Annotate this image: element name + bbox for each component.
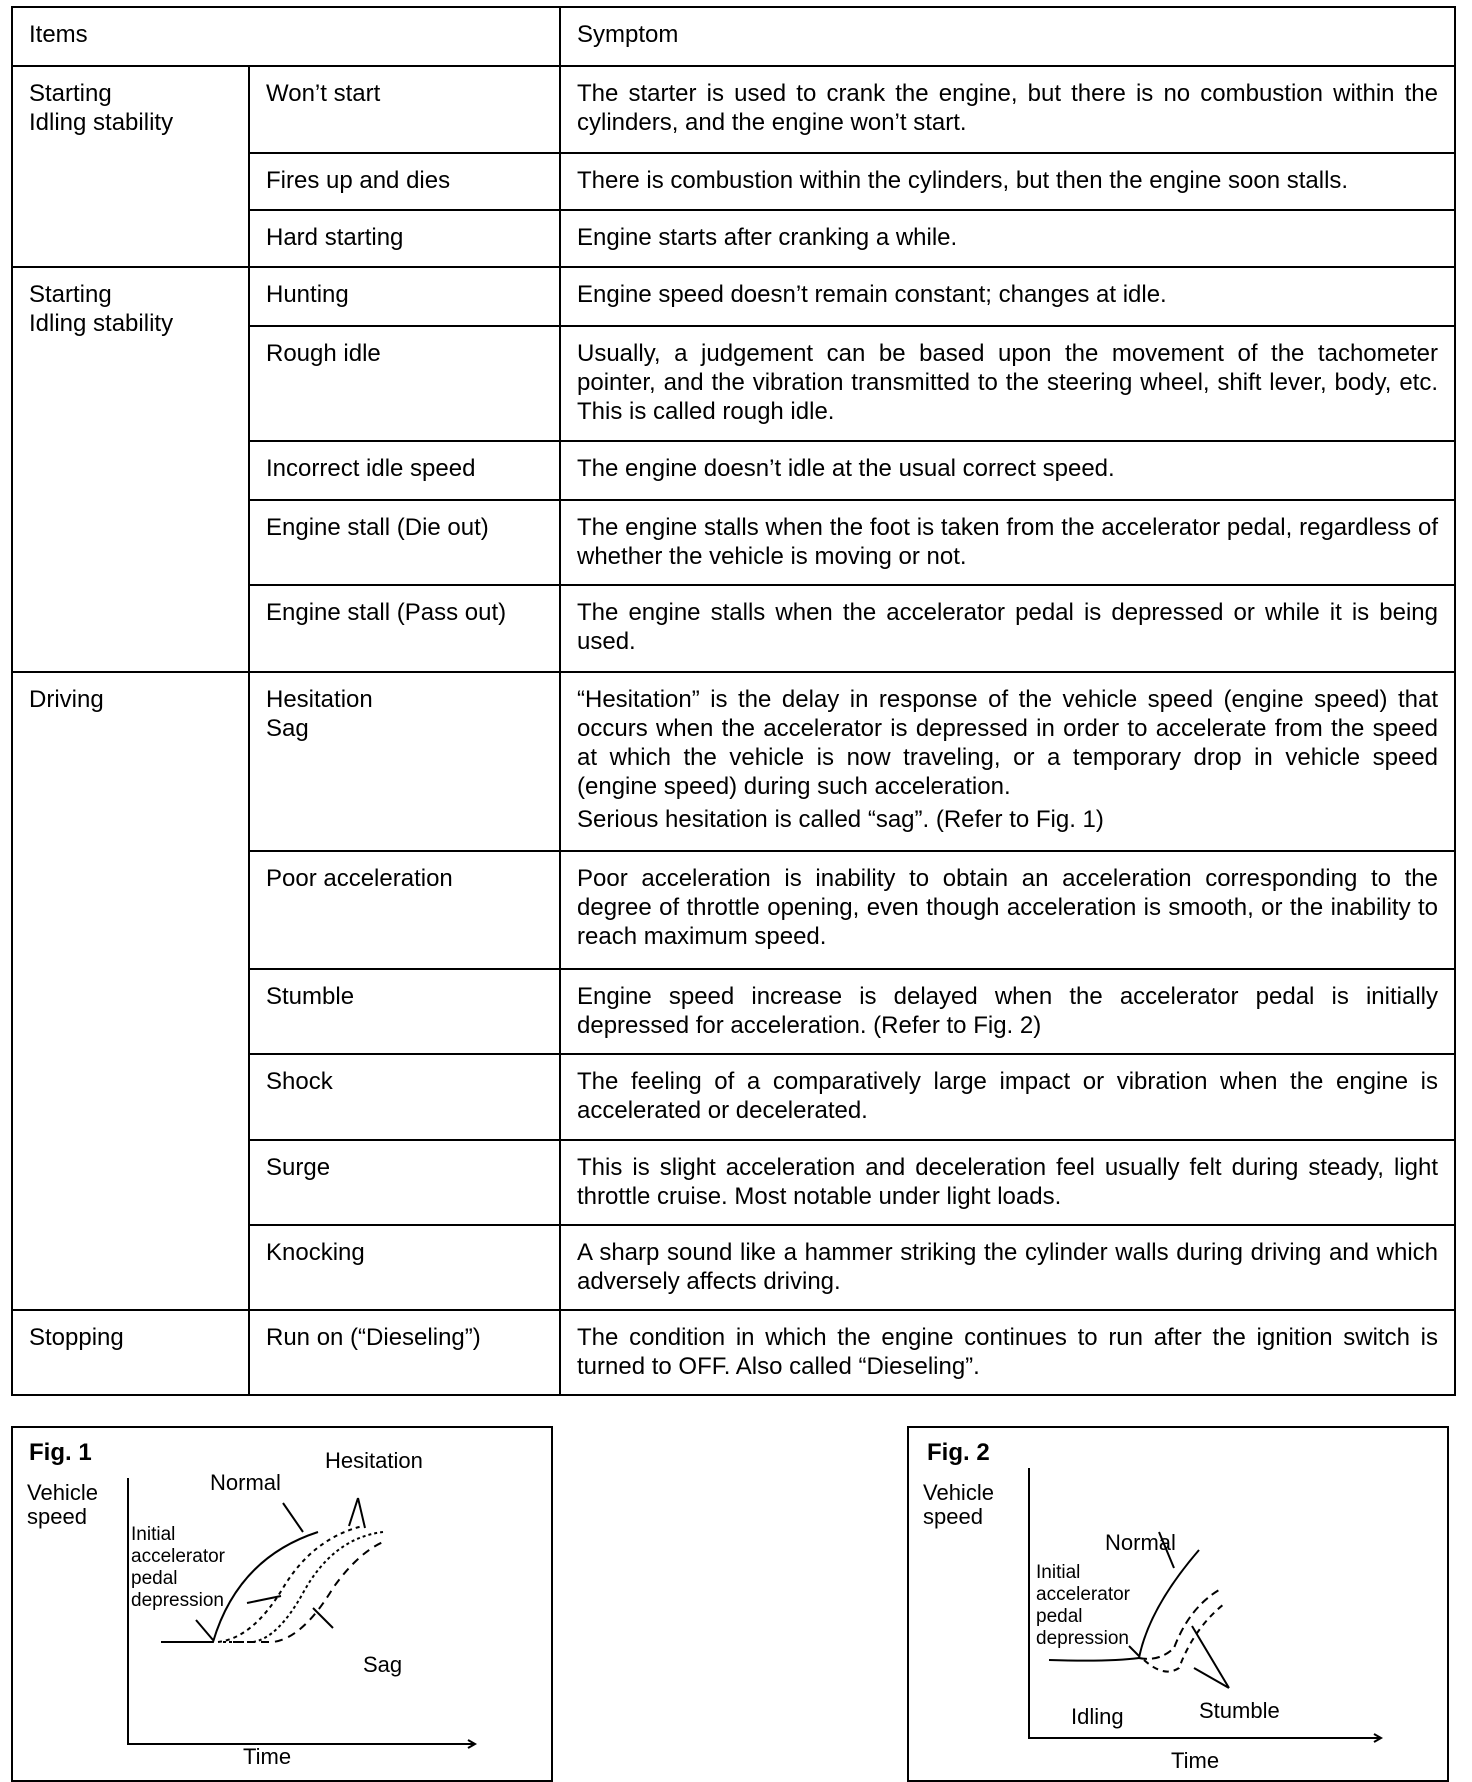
symptom-text: Engine speed increase is delayed when the accelerator pedal is initially depressed for acceleration. (Refer to Fig. 2) [577,983,1438,1039]
symptom-cell [560,153,1455,210]
symptom-text: The condition in which the engine continues to run after the ignition switch is turned to OFF. Also called “Dieseling”. [577,1324,1438,1380]
symptom-text: Poor acceleration is inability to obtain an acceleration corresponding to the degree of throttle opening, even though acceleration is smooth, or the inability to reach maximum speed. [577,865,1438,950]
symptom-cell [560,267,1455,326]
fig1-init-line3: pedal [131,1568,178,1589]
symptom-cell [560,441,1455,500]
fig1-initial-label [131,1524,226,1611]
fig1-init-line1: Initial [131,1524,176,1545]
header-symptom: Symptom [560,7,1455,66]
symptom-text: Engine speed doesn’t remain constant; changes at idle. [577,281,1167,308]
fig2-normal-label: Normal [1105,1530,1176,1555]
header-items: Items [12,7,560,66]
symptom-text: Engine starts after cranking a while. [577,224,958,251]
fig1-ylabel: Vehicle [27,1480,98,1505]
item-cell: Hunting [249,267,560,326]
table-row [12,267,1455,326]
symptom-text: The feeling of a comparatively large impact or vibration when the engine is accelerated or decelerated. [577,1068,1438,1124]
symptom-text: A sharp sound like a hammer striking the cylinder walls during driving and which adversely affects driving. [577,1239,1438,1295]
fig1-title: Fig. 1 [29,1439,92,1466]
item-cell: Rough idle [249,326,560,441]
fig1-xlabel: Time [243,1744,292,1769]
item-cell: Incorrect idle speed [249,441,560,500]
fig2-init-line2: accelerator [1036,1584,1130,1605]
symptom-text-extra: Serious hesitation is called “sag”. (Refer to Fig. 1) [577,806,1104,833]
fig1-init-line4: depression [131,1590,224,1611]
fig1-normal-label: Normal [210,1470,281,1495]
table-row [12,1310,1455,1395]
fig1-hesitation-label: Hesitation [325,1448,423,1473]
symptom-text: There is combustion within the cylinders, but then the engine soon stalls. [577,167,1349,194]
fig2-init-line4: depression [1036,1628,1129,1649]
symptom-cell [560,585,1455,672]
item-cell: Surge [249,1140,560,1225]
symptom-text: Usually, a judgement can be based upon the movement of the tachometer pointer, and the vibration transmitted to the steering wheel, shift lever, body, etc. This is called rough idle. [577,340,1438,425]
category-cell: Stopping [12,1310,249,1395]
fig2-leader-lines [1129,1532,1229,1688]
fig2-init-line3: pedal [1036,1606,1083,1627]
symptom-text: The engine stalls when the foot is taken from the accelerator pedal, regardless of whether the vehicle is moving or not. [577,514,1438,570]
symptom-cell [560,969,1455,1054]
category-cell: Driving [12,672,249,1310]
symptom-cell [560,1140,1455,1225]
symptom-text: The starter is used to crank the engine, but there is no combustion within the cylinders, and the engine won’t start. [577,80,1438,136]
symptom-cell [560,1054,1455,1140]
fig2-title: Fig. 2 [927,1439,990,1466]
fig2-stumble-curve-1 [1139,1590,1219,1659]
fig2-idling-label: Idling [1071,1704,1124,1729]
symptom-cell [560,672,1455,851]
symptom-cell [560,326,1455,441]
category-cell: Starting Idling stability [12,66,249,267]
item-cell: Won’t start [249,66,560,153]
table-header-row [12,7,1455,66]
symptom-text: The engine doesn’t idle at the usual correct speed. [577,455,1115,482]
symptom-table [11,6,1456,1396]
fig1-ylabel2: speed [27,1504,87,1529]
symptom-cell [560,1225,1455,1310]
figure-2 [907,1426,1449,1782]
fig2-ylabel2: speed [923,1504,983,1529]
fig2-stumble-label: Stumble [1199,1698,1280,1723]
symptom-text: “Hesitation” is the delay in response of the vehicle speed (engine speed) that occurs when the accelerator is depressed in order to accelerate from the speed at which the vehicle is now traveling, or a temporary drop in vehicle speed (engine speed) during such acceleration. [577,686,1438,800]
item-cell: Stumble [249,969,560,1054]
item-cell: Hard starting [249,210,560,267]
item-cell: Poor acceleration [249,851,560,969]
table-row [12,672,1455,851]
symptom-text: The engine stalls when the accelerator pedal is depressed or while it is being used. [577,599,1438,655]
fig1-axes [128,1478,473,1744]
item-cell: Engine stall (Die out) [249,500,560,585]
item-cell: Engine stall (Pass out) [249,585,560,672]
symptom-cell [560,66,1455,153]
symptom-cell [560,210,1455,267]
figure-1 [11,1426,553,1782]
item-cell: Shock [249,1054,560,1140]
fig1-init-line2: accelerator [131,1546,225,1567]
item-cell: Fires up and dies [249,153,560,210]
symptom-cell [560,851,1455,969]
item-cell: Hesitation Sag [249,672,560,851]
symptom-text: This is slight acceleration and deceleration feel usually felt during steady, light throttle cruise. Most notable under light loads. [577,1154,1438,1210]
category-cell: Starting Idling stability [12,267,249,672]
fig2-init-line1: Initial [1036,1562,1081,1583]
fig2-xlabel: Time [1171,1748,1220,1773]
symptom-cell [560,1310,1455,1395]
fig1-plot [128,1478,475,1748]
symptom-cell [560,500,1455,585]
fig1-sag-curve [233,1542,383,1642]
table-row [12,66,1455,153]
fig2-ylabel: Vehicle [923,1480,994,1505]
fig1-sag-label: Sag [363,1652,403,1677]
item-cell: Knocking [249,1225,560,1310]
item-cell: Run on (“Dieseling”) [249,1310,560,1395]
